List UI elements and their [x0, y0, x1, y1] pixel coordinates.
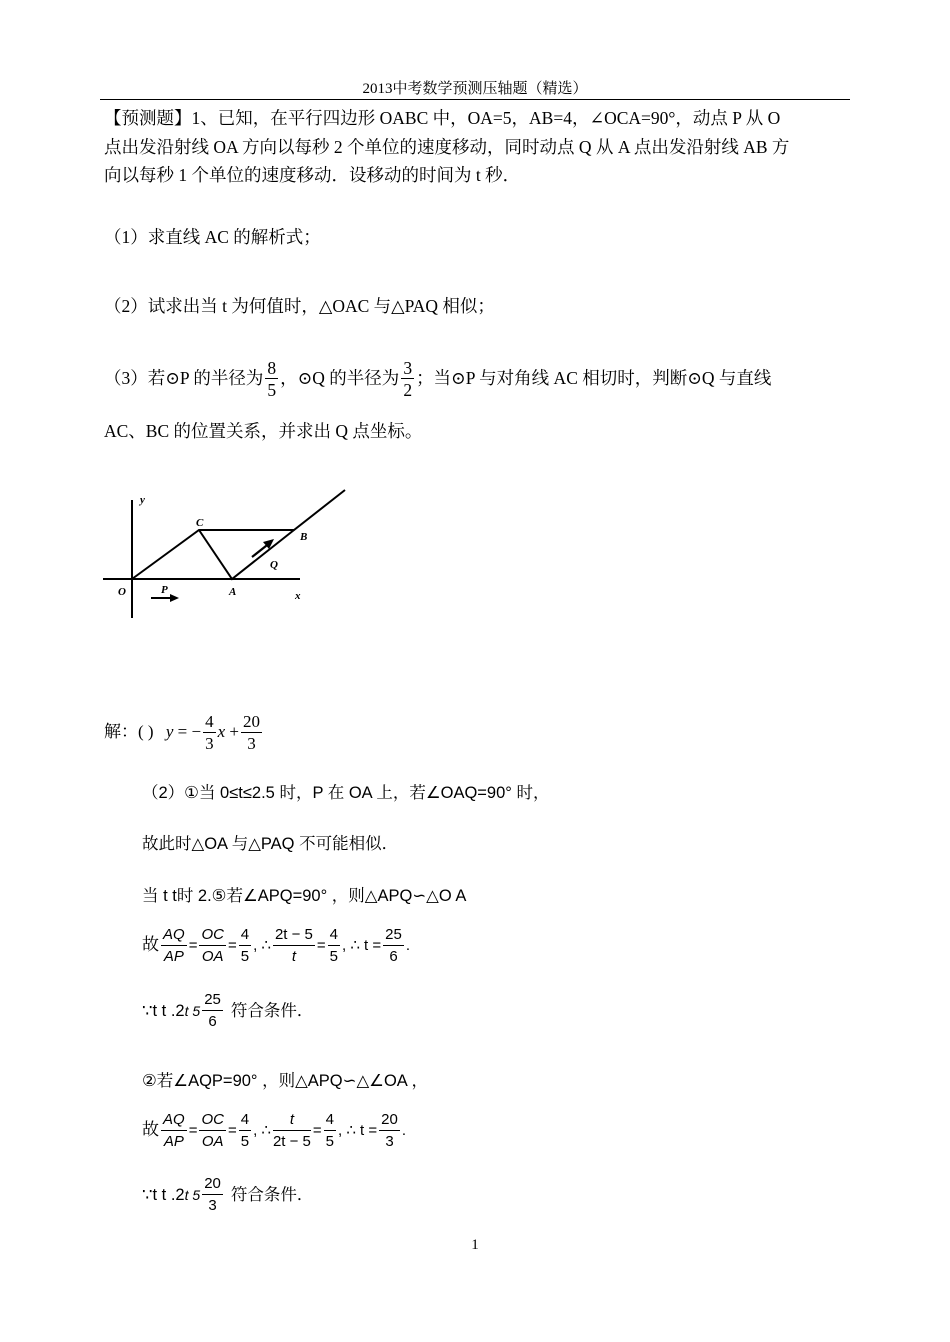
fraction-4-5 — [324, 1110, 336, 1153]
fraction-denominator: 3 — [208, 1197, 217, 1215]
solution-prefix: 解：( ) — [104, 722, 154, 741]
therefore-t: , ∴ t = — [342, 937, 382, 954]
gu-label: 故 — [142, 1120, 159, 1139]
page-header-title: 2013中考数学预测压轴题（精选） — [362, 81, 588, 97]
fraction-numerator: 4 — [328, 925, 340, 946]
fraction-numerator: 8 — [267, 358, 277, 379]
fraction-2t5-t — [273, 925, 315, 968]
fraction-numerator: 4 — [239, 925, 251, 946]
solution-part-1 — [104, 708, 264, 756]
label-p: P — [161, 584, 168, 596]
label-x: x — [295, 590, 301, 602]
fraction-denominator: 6 — [389, 947, 398, 965]
problem-line-2: 点出发沿射线 OA 方向以每秒 2 个单位的速度移动，同时动点 Q 从 A 点出发沿射线 AB 方 — [104, 137, 790, 157]
fraction-denominator: 3 — [385, 1132, 394, 1150]
fraction-numerator: AQ — [161, 925, 187, 946]
equals-minus: = − — [177, 722, 202, 741]
condition-check-1 — [142, 988, 313, 1034]
p-arrow-head — [170, 594, 179, 602]
var-x: x — [217, 722, 226, 741]
question-2: （2）试求出当 t 为何值时，△OAC 与△PAQ 相似； — [104, 296, 495, 316]
page-number: 1 — [471, 1237, 479, 1253]
fraction-numerator: 2t − 5 — [273, 925, 315, 946]
fraction-numerator: 4 — [205, 711, 214, 731]
fraction-numerator: OC — [199, 925, 226, 946]
label-q: Q — [270, 559, 278, 571]
q3-text-b: ，⊙Q 的半径为 — [280, 368, 400, 388]
fraction-denominator: t — [291, 947, 297, 965]
intercept-fraction — [241, 712, 262, 755]
segment-cab — [199, 530, 294, 579]
fraction-numerator: 25 — [383, 925, 404, 946]
label-o: O — [118, 586, 126, 598]
fraction-numerator: 20 — [379, 1110, 400, 1131]
therefore: , ∴ — [253, 1122, 271, 1139]
parallelogram-figure — [95, 478, 355, 623]
fraction-20-3 — [202, 1174, 223, 1217]
fraction-numerator: t — [273, 1110, 311, 1131]
fraction-oc-oa — [199, 1110, 226, 1153]
fraction-20-3 — [379, 1110, 400, 1153]
fraction-denominator: 2t − 5 — [272, 1132, 311, 1150]
equals: = — [312, 1122, 322, 1139]
fraction-numerator: 20 — [242, 711, 260, 731]
fraction-denominator: 5 — [267, 380, 277, 401]
fraction-oc-oa — [199, 925, 226, 968]
fraction-denominator: OA — [201, 947, 224, 965]
label-c: C — [196, 517, 204, 529]
question-1: （1）求直线 AC 的解析式； — [104, 227, 321, 247]
fraction-numerator: 4 — [324, 1110, 336, 1131]
radius-q-fraction — [401, 358, 414, 401]
fraction-denominator: 2 — [403, 380, 413, 401]
fraction-4-5 — [239, 925, 251, 968]
fraction-denominator: 5 — [329, 947, 339, 965]
label-y: y — [140, 494, 145, 506]
label-a: A — [229, 586, 237, 598]
fraction-denominator: AP — [163, 947, 184, 965]
question-3-line-2: AC、BC 的位置关系，并求出 Q 点坐标。 — [104, 421, 423, 441]
solution-2-line-1: （2）①当 0≤t≤2.5 时，P 在 OA 上，若∠OAQ=90° 时， — [142, 784, 550, 802]
var-y: y — [165, 722, 174, 741]
solution-2-line-2: 故此时△OA 与△PAQ 不可能相似． — [142, 835, 399, 853]
fraction-4-5 — [239, 1110, 251, 1153]
fraction-numerator: 20 — [202, 1174, 223, 1195]
problem-line-3: 向以每秒 1 个单位的速度移动．设移动的时间为 t 秒． — [104, 165, 521, 185]
fraction-denominator: AP — [163, 1132, 184, 1150]
fraction-t-2t5 — [273, 1110, 311, 1153]
period: . — [401, 1122, 407, 1139]
condition-mid: t 5 — [184, 1187, 201, 1203]
fraction-denominator: OA — [201, 1132, 224, 1150]
fraction-denominator: 3 — [205, 733, 214, 753]
condition-suffix: 符合条件． — [230, 1186, 314, 1204]
therefore-t: , ∴ t = — [338, 1122, 378, 1139]
fraction-numerator: 25 — [202, 990, 223, 1011]
equals: = — [227, 1122, 237, 1139]
fraction-25-6 — [383, 925, 404, 968]
equals: = — [316, 937, 326, 954]
fraction-numerator: OC — [199, 1110, 226, 1131]
q3-text-c: ；当⊙P 与对角线 AC 相切时，判断⊙Q 与直线 — [416, 368, 772, 388]
slope-fraction — [203, 712, 216, 755]
fraction-25-6 — [202, 990, 223, 1033]
question-3-line-1 — [104, 354, 771, 402]
fraction-denominator: 5 — [240, 947, 250, 965]
q3-text-a: （3）若⊙P 的半径为 — [104, 368, 264, 388]
fraction-4-5 — [328, 925, 340, 968]
label-b: B — [300, 531, 308, 543]
header-rule — [100, 99, 850, 100]
period: . — [405, 937, 411, 954]
problem-line-1: 【预测题】1、已知，在平行四边形 OABC 中，OA=5，AB=4，∠OCA=90°，动点 P 从 O — [104, 108, 781, 128]
equation-row-2 — [142, 1107, 406, 1154]
equals: = — [188, 937, 198, 954]
fraction-denominator: 5 — [240, 1132, 250, 1150]
radius-p-fraction — [265, 358, 278, 401]
equals: = — [227, 937, 237, 954]
fraction-denominator: 3 — [247, 733, 256, 753]
equation-row-1 — [142, 922, 410, 969]
therefore: , ∴ — [253, 937, 271, 954]
gu-label: 故 — [142, 935, 159, 954]
condition-suffix: 符合条件． — [230, 1002, 314, 1020]
fraction-numerator: 3 — [403, 358, 413, 379]
fraction-denominator: 6 — [208, 1013, 217, 1031]
equals: = — [188, 1122, 198, 1139]
fraction-numerator: 4 — [239, 1110, 251, 1131]
condition-check-2 — [142, 1172, 313, 1218]
fraction-numerator: AQ — [161, 1110, 187, 1131]
fraction-denominator: 5 — [325, 1132, 335, 1150]
line-ocb-ray — [132, 490, 345, 579]
condition-prefix: ∵t t .2 — [142, 1002, 185, 1020]
solution-2-case-2: ②若∠AQP=90° ，则△APQ∽△∠OA ， — [142, 1072, 428, 1090]
plus-sign: + — [229, 722, 239, 741]
fraction-aq-ap — [161, 925, 187, 968]
solution-2-line-3: 当 t t时 2.⑤若∠APQ=90° ，则△APQ∽△O A — [142, 887, 467, 905]
condition-prefix: ∵t t .2 — [142, 1186, 185, 1204]
fraction-aq-ap — [161, 1110, 187, 1153]
condition-mid: t 5 — [184, 1003, 201, 1019]
